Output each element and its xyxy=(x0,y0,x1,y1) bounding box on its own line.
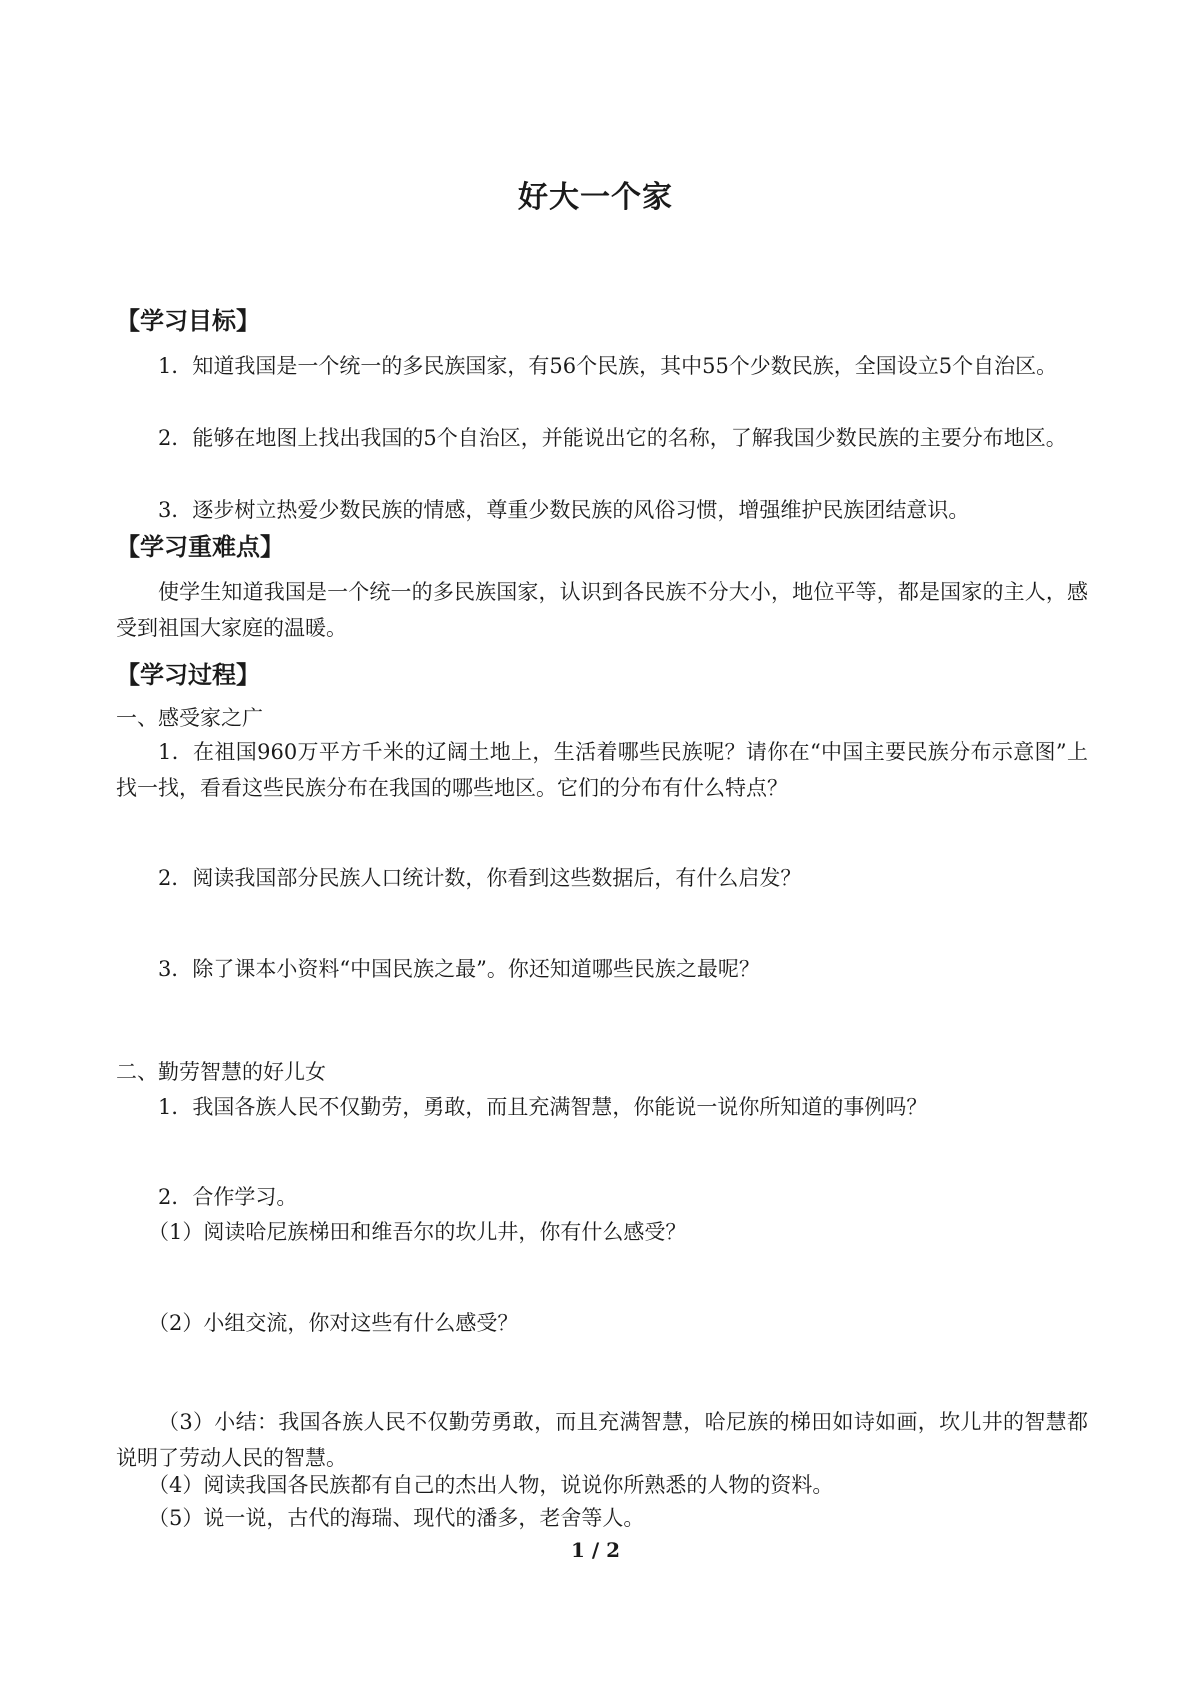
objectives-heading: 【学习目标】 xyxy=(116,307,260,335)
part1-title: 一、感受家之广 xyxy=(116,706,263,730)
part2-item-2: 2．合作学习。 xyxy=(158,1185,298,1209)
part2-item-1: 1．我国各族人民不仅勤劳，勇敢，而且充满智慧，你能说一说你所知道的事例吗？ xyxy=(158,1095,928,1119)
part1-item-1: 1．在祖国960万平方千米的辽阔土地上，生活着哪些民族呢？请你在“中国主要民族分布示意图”上找一找，看看这些民族分布在我国的哪些地区。它们的分布有什么特点？ xyxy=(116,740,1088,800)
objective-item-2: 2．能够在地图上找出我国的5个自治区，并能说出它的名称，了解我国少数民族的主要分布地区。 xyxy=(158,426,1067,450)
document-title: 好大一个家 xyxy=(518,180,673,215)
part1-item-2: 2．阅读我国部分民族人口统计数，你看到这些数据后，有什么启发？ xyxy=(158,866,802,890)
process-heading: 【学习过程】 xyxy=(116,661,260,689)
page-number: 1 / 2 xyxy=(570,1538,621,1562)
objective-item-3: 3．逐步树立热爱少数民族的情感，尊重少数民族的风俗习惯，增强维护民族团结意识。 xyxy=(158,498,970,522)
part2-sub-2: （2）小组交流，你对这些有什么感受？ xyxy=(148,1311,519,1335)
key-points-text: 使学生知道我国是一个统一的多民族国家，认识到各民族不分大小，地位平等，都是国家的主人，感受到祖国大家庭的温暖。 xyxy=(116,580,1088,640)
part1-item-3: 3．除了课本小资料“中国民族之最”。你还知道哪些民族之最呢？ xyxy=(158,957,760,981)
part2-sub-4: （4）阅读我国各民族都有自己的杰出人物，说说你所熟悉的人物的资料。 xyxy=(148,1473,834,1497)
part2-sub-5: （5）说一说，古代的海瑞、现代的潘多，老舍等人。 xyxy=(148,1506,645,1530)
key-points-heading: 【学习重难点】 xyxy=(116,533,284,561)
part2-sub-3: （3）小结：我国各族人民不仅勤劳勇敢，而且充满智慧，哈尼族的梯田如诗如画，坎儿井的智慧都说明了劳动人民的智慧。 xyxy=(116,1410,1088,1470)
objective-item-1: 1．知道我国是一个统一的多民族国家，有56个民族，其中55个少数民族，全国设立5个自治区。 xyxy=(158,354,1058,378)
part2-title: 二、勤劳智慧的好儿女 xyxy=(116,1060,326,1084)
part2-sub-1: （1）阅读哈尼族梯田和维吾尔的坎儿井，你有什么感受？ xyxy=(148,1220,687,1244)
